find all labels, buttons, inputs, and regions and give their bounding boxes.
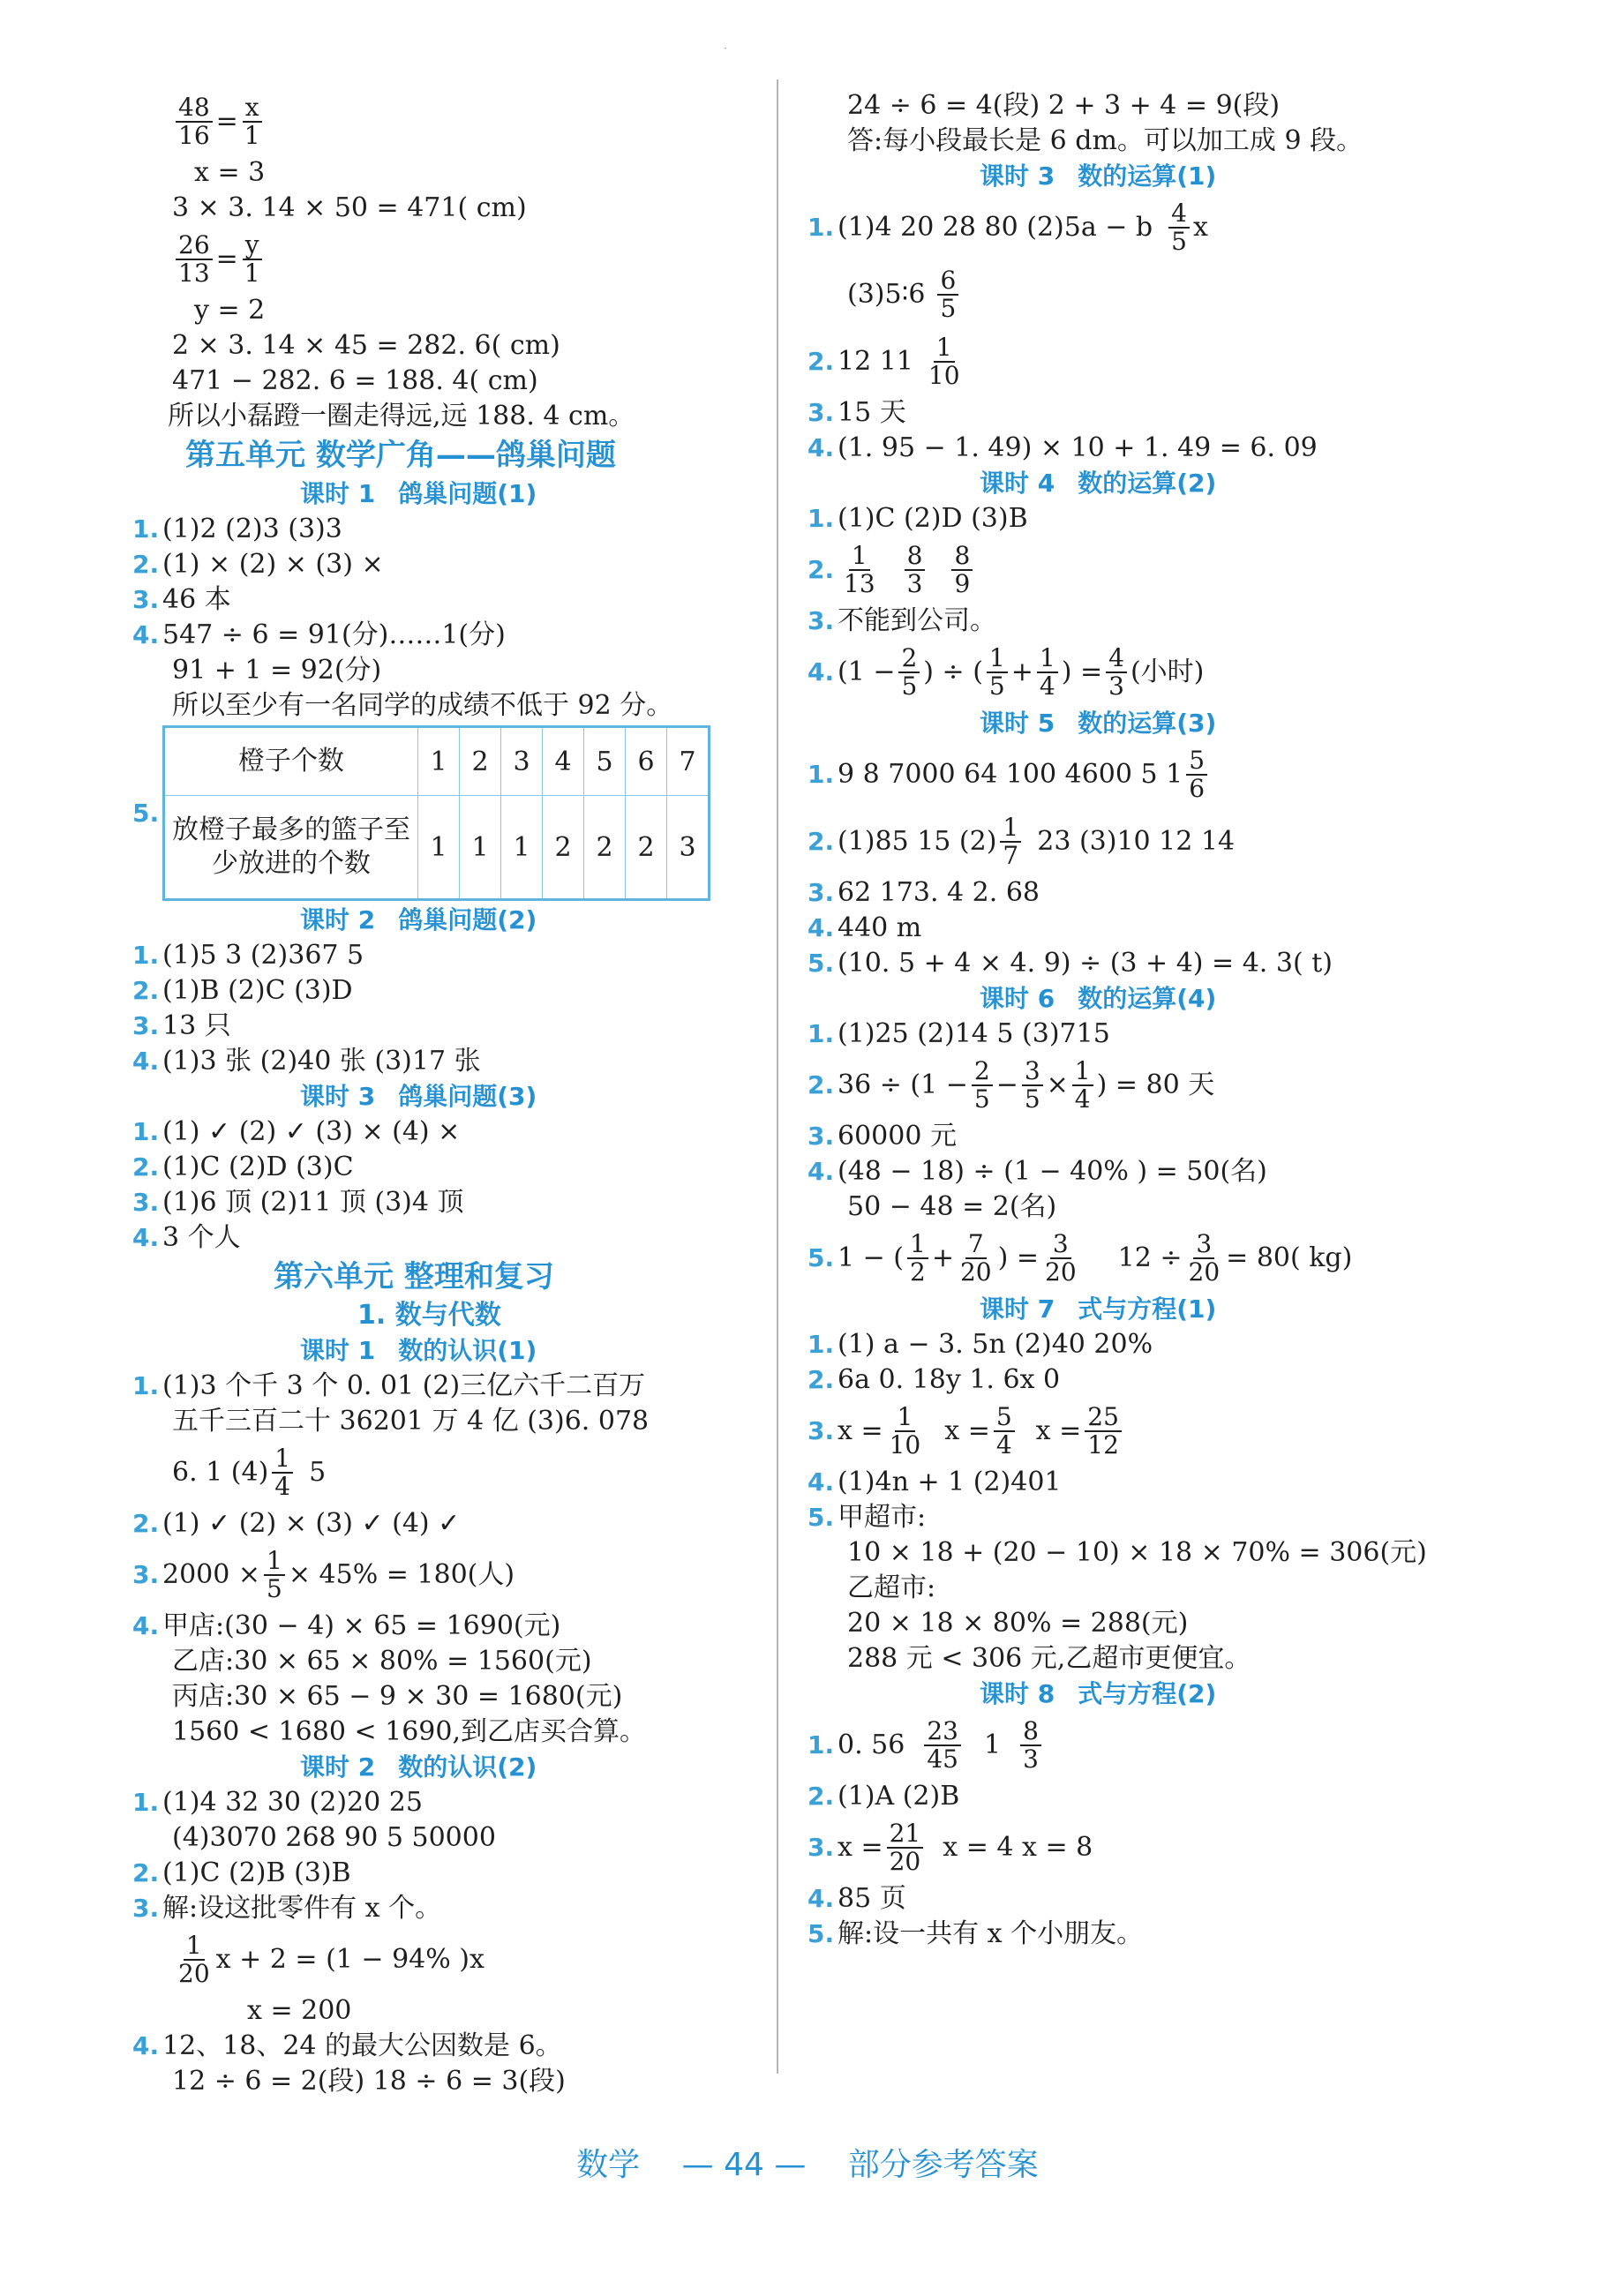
footer-section: 部分参考答案 xyxy=(847,2147,1039,2183)
fraction: $\frac{5}{4}$ xyxy=(994,1404,1015,1459)
fraction: $\frac{2}{5}$ xyxy=(898,645,920,700)
fraction: $\frac{3}{20}$ xyxy=(1188,1229,1221,1287)
page-number: — 44 — xyxy=(681,2147,807,2183)
question-4: 4. 440 m xyxy=(808,912,922,943)
fraction: $\frac{8}{3}$ xyxy=(1020,1718,1041,1773)
top-mark: · xyxy=(724,42,727,55)
answer-line: (4)3070 268 90 5 50000 xyxy=(172,1822,496,1853)
fraction: $\frac{1}{7}$ xyxy=(1000,814,1021,869)
table-cell: 1 xyxy=(418,796,460,900)
question-5: 5. 橙子个数 1 2 3 4 5 6 7 放橙子最多的篮子至少放进的个数 1 1 1 2 2 2 3 xyxy=(132,725,785,901)
footer-subject: 数学 xyxy=(576,2147,641,2183)
fraction: $\frac{1}{4}$ xyxy=(272,1445,293,1500)
question-1: 1. (1)C (2)D (3)B xyxy=(808,503,1028,534)
fraction: $\frac{7}{20}$ xyxy=(959,1229,992,1287)
lesson-heading: 课时 1 鸽巢问题(1) xyxy=(300,479,537,508)
question-5: 5. 甲超市: xyxy=(808,1502,927,1533)
question-4: 4. 547 ÷ 6 = 91(分)……1(分) xyxy=(132,619,506,650)
orange-basket-table xyxy=(162,725,710,901)
fraction: $\frac{23}{45}$ xyxy=(924,1718,961,1773)
answer-line: x = 200 xyxy=(247,1995,352,2026)
question-3: 3. 不能到公司。 xyxy=(808,605,996,636)
question-3: 3. 2000 × $\frac{1}{5}$ × 45% = 180(人) xyxy=(132,1546,515,1603)
fraction: $\frac{4}{5}$ xyxy=(1168,200,1190,255)
answer-line: y = 2 xyxy=(194,295,266,326)
question-1: 1. (1)4 20 28 80 (2)5a − b $\frac{4}{5}$ x xyxy=(808,199,1208,256)
question-3: 3. 13 只 xyxy=(132,1010,231,1041)
question-2: 2. 36 ÷ (1 − $\frac{2}{5}$ − $\frac{3}{5}$ × $\frac{1}{4}$ ) = 80 天 xyxy=(808,1056,1215,1114)
question-4: 4. (1)4n + 1 (2)401 xyxy=(808,1467,1062,1497)
answer-line: 丙店:30 × 65 − 9 × 30 = 1680(元) xyxy=(172,1681,623,1712)
answer-line: 2 × 3. 14 × 45 = 282. 6( cm) xyxy=(172,330,560,361)
left-column xyxy=(132,88,785,2099)
equation-line: $\frac{48}{16}$ = $\frac{x}{1}$ xyxy=(132,88,785,155)
table-cell: 5 xyxy=(584,727,626,796)
question-3: 3. x = $\frac{1}{10}$ x = $\frac{5}{4}$ x = $\frac{25}{12}$ xyxy=(808,1398,1443,1465)
lesson-heading: 课时 2 鸽巢问题(2) xyxy=(300,905,537,934)
question-5: 5. 解:设一共有 x 个小朋友。 xyxy=(808,1918,1144,1949)
question-1: 1. 9 8 7000 64 100 4600 5 1 $\frac{5}{6}$ xyxy=(808,741,1443,808)
answer-line: 乙店:30 × 65 × 80% = 1560(元) xyxy=(172,1646,592,1677)
fraction: $\frac{1}{20}$ xyxy=(178,1931,210,1988)
answer-line: 1560 < 1680 < 1690,到乙店买合算。 xyxy=(172,1716,646,1747)
fraction: $\frac{1}{10}$ xyxy=(928,333,960,390)
answer-line: 6. 1 (4) $\frac{1}{4}$ 5 xyxy=(172,1444,327,1501)
lesson-heading: 课时 3 数的运算(1) xyxy=(980,161,1217,191)
answer-line: 471 − 282. 6 = 188. 4( cm) xyxy=(172,365,538,396)
unit6-subtitle: 1. 数与代数 xyxy=(357,1300,501,1331)
table-cell: 1 xyxy=(501,796,543,900)
question-3: 3. 15 天 xyxy=(808,397,906,428)
answer-line: x = 3 xyxy=(194,157,266,188)
table-row-label: 放橙子最多的篮子至少放进的个数 xyxy=(164,796,418,900)
question-3: 3. x = $\frac{21}{20}$ x = 4 x = 8 xyxy=(808,1819,1093,1876)
question-3: 3. 解:设这批零件有 x 个。 xyxy=(132,1893,442,1924)
question-2: 2. 12 11 $\frac{1}{10}$ xyxy=(808,328,1443,395)
question-4: 4. 3 个人 xyxy=(132,1222,241,1253)
table-row-label: 橙子个数 xyxy=(164,727,418,796)
table-cell: 3 xyxy=(501,727,543,796)
fraction: $\frac{1}{5}$ xyxy=(264,1548,285,1602)
fraction: $\frac{1}{4}$ xyxy=(1037,645,1058,700)
question-3: 3. (1)6 顶 (2)11 顶 (3)4 顶 xyxy=(132,1187,464,1218)
question-4: 4. 甲店:(30 − 4) × 65 = 1690(元) xyxy=(132,1610,561,1641)
fraction: $\frac{4}{3}$ xyxy=(1106,645,1127,700)
table-cell: 7 xyxy=(667,727,710,796)
question-4: 4. (1 − $\frac{2}{5}$ ) ÷ ( $\frac{1}{5}$ + $\frac{1}{4}$ ) = $\frac{4}{3}$ (小时) xyxy=(808,643,1205,701)
table-cell: 4 xyxy=(543,727,584,796)
lesson-heading: 课时 2 数的认识(2) xyxy=(300,1752,537,1782)
question-2: 2. 6a 0. 18y 1. 6x 0 xyxy=(808,1364,1061,1395)
question-1: 1. (1) ✓ (2) ✓ (3) × (4) × xyxy=(132,1116,461,1147)
question-2: 2. (1) × (2) × (3) × xyxy=(132,549,384,580)
fraction: $\frac{5}{6}$ xyxy=(1186,747,1207,802)
fraction: $\frac{1}{4}$ xyxy=(1072,1058,1093,1113)
answer-line: 12 ÷ 6 = 2(段) 18 ÷ 6 = 3(段) xyxy=(172,2066,566,2097)
lesson-heading: 课时 6 数的运算(4) xyxy=(980,984,1217,1013)
answer-line: 所以至少有一名同学的成绩不低于 92 分。 xyxy=(172,690,673,721)
fraction: $\frac{21}{20}$ xyxy=(887,1820,924,1875)
question-1: 1. (1)25 (2)14 5 (3)715 xyxy=(808,1018,1110,1049)
question-2: 2. (1)85 15 (2) $\frac{1}{7}$ 23 (3)10 12 14 xyxy=(808,813,1236,870)
question-3: 3. 62 173. 4 2. 68 xyxy=(808,877,1040,908)
question-1: 1. (1)5 3 (2)367 5 xyxy=(132,940,364,971)
answer-line: (3)5∶6 $\frac{6}{5}$ xyxy=(808,261,1443,328)
question-3: 3. 46 本 xyxy=(132,584,231,615)
fraction: $\frac{1}{5}$ xyxy=(987,645,1008,700)
answer-line: 五千三百二十 36201 万 4 亿 (3)6. 078 xyxy=(172,1406,650,1437)
table-cell: 6 xyxy=(626,727,667,796)
question-1: 1. (1) a − 3. 5n (2)40 20% xyxy=(808,1329,1153,1360)
answer-line: 答:每小段最长是 6 dm。可以加工成 9 段。 xyxy=(847,125,1363,156)
fraction: $\frac{3}{20}$ xyxy=(1045,1229,1077,1287)
fraction: $\frac{3}{5}$ xyxy=(1022,1058,1043,1113)
answer-line: 91 + 1 = 92(分) xyxy=(172,655,382,686)
question-2: 2. (1)A (2)B xyxy=(808,1781,960,1812)
answer-line: 3 × 3. 14 × 50 = 471( cm) xyxy=(172,192,527,223)
question-2: 2. (1) ✓ (2) × (3) ✓ (4) ✓ xyxy=(132,1508,461,1539)
answer-line: 50 − 48 = 2(名) xyxy=(847,1191,1057,1222)
lesson-heading: 课时 4 数的运算(2) xyxy=(980,469,1217,498)
answer-line: 20 × 18 × 80% = 288(元) xyxy=(847,1608,1189,1639)
question-1: 1. 0. 56 $\frac{23}{45}$ 1 $\frac{8}{3}$ xyxy=(808,1712,1443,1779)
table-cell: 2 xyxy=(584,796,626,900)
page-footer xyxy=(0,2140,1615,2185)
unit6-title: 第六单元 整理和复习 xyxy=(274,1259,554,1294)
question-1: 1. (1)2 (2)3 (3)3 xyxy=(132,514,342,544)
table-cell: 1 xyxy=(460,796,501,900)
fraction: $\frac{8}{3}$ xyxy=(905,543,926,597)
question-3: 3. 60000 元 xyxy=(808,1121,957,1152)
question-4: 4. 85 页 xyxy=(808,1883,906,1914)
equation-line: $\frac{26}{13}$ = $\frac{y}{1}$ xyxy=(132,226,785,293)
table-cell: 2 xyxy=(543,796,584,900)
table-cell: 1 xyxy=(418,727,460,796)
answer-line: 288 元 < 306 元,乙超市更便宜。 xyxy=(847,1643,1251,1674)
right-column xyxy=(808,88,1443,1952)
table-cell: 3 xyxy=(667,796,710,900)
table-cell: 2 xyxy=(460,727,501,796)
lesson-heading: 课时 1 数的认识(1) xyxy=(300,1336,537,1365)
question-2: 2. (1)B (2)C (3)D xyxy=(132,975,353,1006)
fraction: $\frac{1}{2}$ xyxy=(907,1231,928,1286)
fraction: $\frac{x}{1}$ xyxy=(244,93,260,150)
question-1: 1. (1)3 个千 3 个 0. 01 (2)三亿六千二百万 xyxy=(132,1370,646,1401)
question-4: 4. (48 − 18) ÷ (1 − 40% ) = 50(名) xyxy=(808,1156,1267,1187)
question-4: 4. (1)3 张 (2)40 张 (3)17 张 xyxy=(132,1046,481,1077)
question-2: 2. (1)C (2)B (3)B xyxy=(132,1857,351,1888)
answer-line: 乙超市: xyxy=(847,1572,936,1603)
answer-line: 24 ÷ 6 = 4(段) 2 + 3 + 4 = 9(段) xyxy=(847,90,1281,121)
question-5: 5. (10. 5 + 4 × 4. 9) ÷ (3 + 4) = 4. 3( t) xyxy=(808,948,1333,979)
table-cell: 2 xyxy=(626,796,667,900)
fraction: $\frac{1}{13}$ xyxy=(844,541,875,598)
question-2: 2. (1)C (2)D (3)C xyxy=(132,1152,354,1182)
lesson-heading: 课时 3 鸽巢问题(3) xyxy=(300,1082,537,1111)
fraction: $\frac{25}{12}$ xyxy=(1085,1404,1122,1459)
fraction: $\frac{6}{5}$ xyxy=(937,267,958,322)
question-4: 4. 12、18、24 的最大公因数是 6。 xyxy=(132,2030,562,2061)
fraction: $\frac{1}{10}$ xyxy=(889,1402,921,1459)
question-1: 1. (1)4 32 30 (2)20 25 xyxy=(132,1787,423,1818)
lesson-heading: 课时 8 式与方程(2) xyxy=(980,1679,1217,1708)
lesson-heading: 课时 5 数的运算(3) xyxy=(980,709,1217,738)
question-5: 5. 1 − ( $\frac{1}{2}$ + $\frac{7}{20}$ ) = $\frac{3}{20}$ 12 ÷ $\frac{3}{20}$ = 80( kg) xyxy=(808,1229,1353,1287)
unit5-title: 第五单元 数学广角——鸽巢问题 xyxy=(185,438,616,473)
question-4: 4. (1. 95 − 1. 49) × 10 + 1. 49 = 6. 09 xyxy=(808,432,1318,463)
fraction: $\frac{y}{1}$ xyxy=(244,230,260,288)
fraction: $\frac{8}{9}$ xyxy=(951,543,973,597)
answer-line: 10 × 18 + (20 − 10) × 18 × 70% = 306(元) xyxy=(847,1537,1427,1568)
fraction: $\frac{2}{5}$ xyxy=(972,1058,993,1113)
fraction: $\frac{48}{16}$ xyxy=(176,94,213,149)
lesson-heading: 课时 7 式与方程(1) xyxy=(980,1294,1217,1324)
question-2: 2. $\frac{1}{13}$ $\frac{8}{3}$ $\frac{8}{9}$ xyxy=(808,536,1443,604)
fraction: $\frac{26}{13}$ xyxy=(176,232,213,287)
answer-line: 所以小磊蹬一圈走得远,远 188. 4 cm。 xyxy=(168,401,635,431)
equation-line: $\frac{1}{20}$ x + 2 = (1 − 94% )x xyxy=(132,1926,785,1993)
